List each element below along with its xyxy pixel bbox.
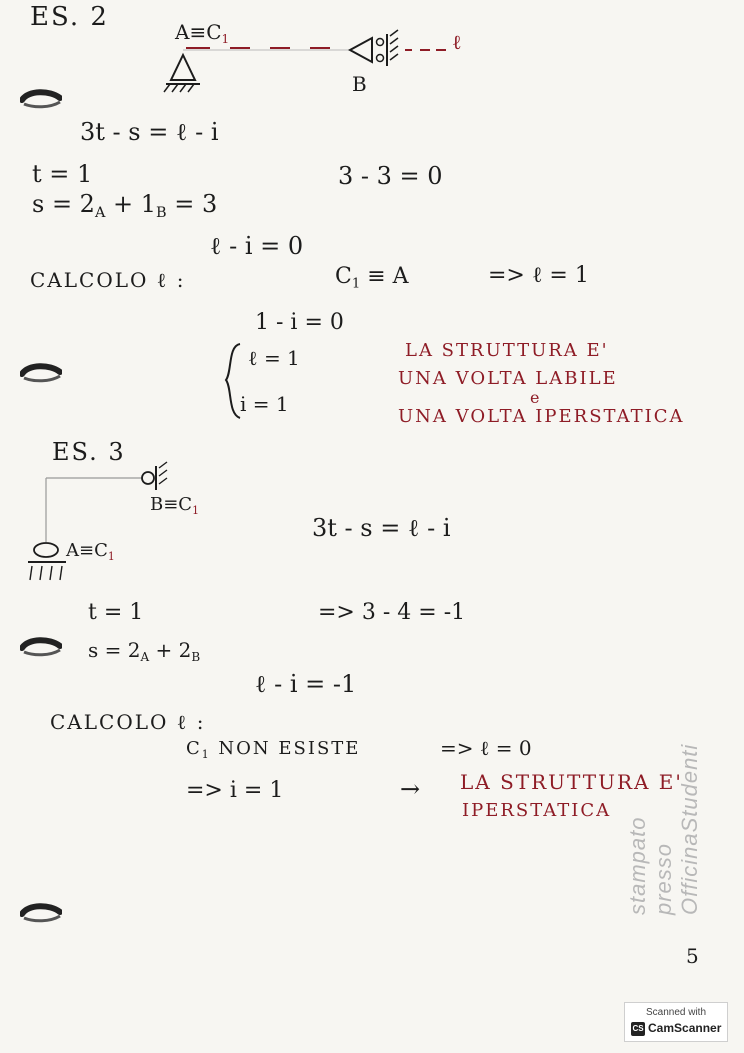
- es3-note-line1: LA STRUTTURA E': [460, 770, 683, 794]
- camscanner-caption: Scanned with: [645, 1007, 707, 1018]
- es2-label-a-c1: $A\equiv C_1$: [175, 20, 230, 47]
- es3-title: ES. 3: [52, 438, 126, 466]
- es3-note-line2: IPERSTATICA: [462, 800, 612, 821]
- camscanner-badge: [624, 1002, 728, 1042]
- es3-label-b: $B\equiv C_1$: [150, 494, 199, 517]
- es3-calcolo: CALCOLO ℓ :: [50, 710, 206, 734]
- es3-arrow-icon: →: [400, 775, 421, 803]
- es2-c1-equiv: $C_1 \equiv A$: [335, 264, 409, 292]
- es2-s-value: $s = 2_A + 1_B = 3$: [32, 190, 218, 222]
- es3-implies-l0: => ℓ = 0: [440, 736, 532, 760]
- watermark-text: stampato presso OfficinaStudenti: [625, 743, 702, 915]
- es2-note-line3: UNA VOLTA IPERSTATICA: [398, 406, 685, 427]
- es3-c1-not-exist: $C_1$ NON ESISTE: [186, 738, 361, 761]
- es3-t-value: t = 1: [88, 600, 144, 625]
- es2-l-minus-i: ℓ - i = 0: [210, 232, 304, 260]
- es2-note-line1: LA STRUTTURA E': [405, 340, 609, 361]
- es2-calc-right: 3 - 3 = 0: [338, 162, 443, 190]
- es2-system-l: ℓ = 1: [248, 346, 300, 370]
- es2-note-e: e: [530, 388, 540, 407]
- es3-implies-i1: => i = 1: [186, 778, 284, 803]
- es2-label-l: ℓ: [452, 30, 462, 54]
- es2-calcolo: CALCOLO ℓ :: [30, 268, 186, 292]
- es2-one-minus-i: 1 - i = 0: [255, 310, 344, 335]
- es2-system-i: i = 1: [240, 392, 289, 416]
- es2-note-line2: UNA VOLTA LABILE: [398, 368, 618, 389]
- es3-label-a: $A\equiv C_1$: [66, 540, 115, 563]
- es2-formula: 3t - s = ℓ - i: [80, 118, 219, 146]
- es2-title: ES. 2: [30, 2, 109, 32]
- es2-t-value: t = 1: [32, 160, 93, 188]
- camscanner-name: CamScanner: [648, 1021, 722, 1035]
- es3-s-value: $s = 2_A + 2_B$: [88, 638, 201, 665]
- es3-formula: 3t - s = ℓ - i: [312, 514, 451, 542]
- es3-l-minus-i: ℓ - i = -1: [255, 670, 357, 698]
- page-number: 5: [686, 944, 699, 968]
- es3-implies-calc: => 3 - 4 = -1: [318, 600, 466, 625]
- es2-implies-l1: => ℓ = 1: [488, 263, 589, 288]
- camscanner-logo-icon: CS: [631, 1022, 645, 1036]
- es2-label-b: B: [352, 72, 367, 96]
